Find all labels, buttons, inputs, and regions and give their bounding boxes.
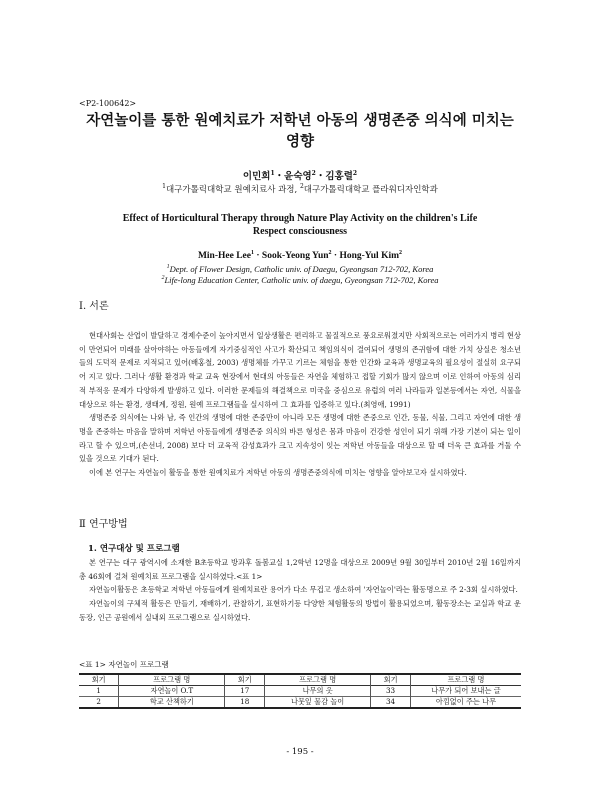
body-paragraph: 자연놀이활동은 초등학교 저학년 아동들에게 원예치료란 용어가 다소 무겁고 생소하여 '자연놀이'라는 활동명으로 주 2-3회 실시하였다.: [89, 585, 518, 595]
page-number: - 195 -: [286, 747, 314, 757]
table-header-cell: 회기: [91, 675, 106, 684]
table-header-cell: 프로그램 명: [119, 674, 225, 686]
paper-title-en: Effect of Horticultural Therapy through Nature Play Activity on the children's Life: [122, 213, 478, 224]
table-cell: 1: [96, 686, 101, 695]
affiliation-superscript: 2: [299, 183, 304, 191]
table-row: [79, 686, 521, 697]
table-caption: <표 1> 자연놀이 프로그램: [79, 660, 169, 669]
affiliation-text: 대구가톨릭대학교 플라워디자인학과: [303, 185, 438, 195]
body-paragraph: 현대사회는 산업이 발달하고 경제수준이 높아지면서 일상생활은 편리하고 물질적으로 풍요로워졌지만 사회적으로는 여러가지 병리 현상이 만연되어 미래를 살아야하는 아동들에게 자기중심적인 사고가 확산되고 책임의식이 결여되어 생명의 존귀함에 대한 가치 상실은 청소년들의 도덕적 문제로 지적되고 있어(배홍철, 2003) 생명체를 가꾸고 기르는 체험을 통한 인간화 교육과 생명교육의 필요성이 절실히 요구되어 지고 있다. 그러나 생활 환경과 학교 교육 현장에서 현대의 아동들은 자연을 체험하고 접할 기회가 많지 않으며 이로 인하여 아동의 심리적 부적응 문제가 다양하게 발생하고 있다. 이러한 문제들의 해결책으로 미국을 중심으로 유럽의 여러 나라들과 일본등에서는 자연, 식물을 대상으로 하는 환경, 생태계, 정원, 원예 프로그램들을 실시하여 그 효과를 입증하고 있다.(최영애, 1991): [79, 331, 521, 409]
author-superscript: 2: [352, 169, 358, 177]
table-cell: 2: [96, 697, 101, 706]
author-separator: ·: [253, 251, 262, 262]
table-cell: 34: [371, 697, 411, 709]
author-separator: ・: [315, 171, 326, 182]
affiliation-text: Dept. of Flower Design, Catholic univ. of Daegu, Gyeongsan 712-702, Korea: [169, 264, 434, 274]
author-name: 이민희: [242, 171, 271, 182]
authors-ko: [60, 168, 540, 182]
body-paragraph: 자연놀이의 구체적 활동은 만들기, 재배하기, 관찰하기, 표현하기등 다양한 체험활동의 방법이 활용되었으며, 활동장소는 교실과 학교 운동장, 인근 공원에서 실내외 프로그램으로 실시하였다.: [79, 599, 521, 622]
subsection-heading: 1. 연구대상 및 프로그램: [88, 544, 180, 554]
author-superscript: 2: [311, 169, 316, 177]
table-cell: 자연놀이 O.T: [119, 686, 225, 697]
table-cell: 나무의 옷: [265, 686, 371, 697]
author-name: 김홍렬: [325, 171, 353, 182]
author-name-en: Hong-Yul Kim: [339, 251, 400, 262]
paper-code: <P2-100642>: [79, 99, 137, 108]
table-cell: 나무가 되어 보내는 글: [410, 686, 521, 697]
paper-title-en-line2: Respect consciousness: [252, 226, 348, 237]
affiliation-superscript: 2: [161, 275, 165, 282]
table-cell: 17: [225, 686, 265, 697]
affiliation-superscript: 1: [166, 264, 170, 271]
affiliation-text: Life-long Education Center, Catholic univ. of daegu, Gyeongsan 712-702, Korea: [164, 275, 439, 285]
body-paragraph: 생명존중 의식에는 나와 남, 즉 인간의 생명에 대한 존중만이 아니라 모든 생명에 대한 존중으로 인간, 동물, 식물, 그리고 자연에 대한 생명을 존중하는 마음을 말하며 저학년 아동들에게 생명존중 의식의 바른 형성은 몸과 마음이 건강한 성인이 되기 위해 가장 기본이 되는 일이라고 할 수 있으며,(손선녀, 2008) 보다 더 교육적 감성효과가 크고 지속성이 잇는 저학년 아동들을 대상으로 할 때 더욱 큰 효과를 거둘 수 있을 것으로 기대가 된다.: [79, 413, 521, 464]
table-header-cell: 프로그램 명: [265, 674, 371, 686]
body-paragraph: 이에 본 연구는 자연놀이 활동을 통한 원예치료가 저학년 아동의 생명존중의식에 미치는 영향을 알아보고자 실시하였다.: [89, 468, 467, 478]
author-superscript: 2: [399, 250, 403, 256]
section-heading-introduction: Ⅰ. 서론: [79, 301, 109, 312]
program-table: [79, 673, 521, 709]
introduction-body: [79, 329, 521, 480]
author-separator: ·: [331, 251, 340, 262]
table-header-cell: 회기: [225, 674, 265, 686]
section-heading-methods: Ⅱ 연구방법: [79, 519, 128, 530]
table-cell: 아낌없이 주는 나무: [410, 697, 521, 709]
table-header-cell: 프로그램 명: [410, 674, 521, 686]
affiliation-superscript: 1: [162, 183, 166, 191]
table-cell: 33: [371, 686, 411, 697]
affiliation-en-1: [60, 264, 540, 274]
authors-en: [60, 250, 540, 261]
table-header-row: [79, 674, 521, 686]
methods-body: [79, 556, 521, 625]
affiliation-ko: [60, 183, 540, 195]
author-superscript: 2: [328, 250, 332, 256]
paper-title-ko: 자연놀이를 통한 원예치료가 저학년 아동의 생명존중 의식에 미치는: [86, 112, 514, 129]
affiliation-text: 대구가톨릭대학교 원예치료사 과정,: [165, 185, 300, 195]
body-paragraph: 본 연구는 대구 광역시에 소재한 B초등학교 방과후 돌봄교실 1,2학년 12명을 대상으로 2009년 9월 30일부터 2010년 2월 16일까지 총 46회에 걸쳐 원예치료 프로그램을 실시하였다.<표 1>: [79, 558, 521, 581]
table-row: [79, 697, 521, 709]
author-superscript: 1: [250, 250, 254, 256]
table-header-cell: 회기: [371, 674, 411, 686]
table-cell: 18: [225, 697, 265, 709]
author-name-en: Min-Hee Lee: [197, 251, 251, 262]
affiliation-en-2: [60, 275, 540, 285]
paper-title-ko-line2: 영향: [285, 133, 314, 150]
author-separator: ・: [274, 171, 285, 182]
table-cell: 나뭇잎 물감 놀이: [265, 697, 371, 709]
author-name-en: Sook-Yeong Yun: [261, 251, 329, 262]
author-superscript: 1: [270, 169, 275, 177]
author-name: 윤숙영: [284, 171, 312, 182]
table-cell: 학교 산책하기: [119, 697, 225, 709]
